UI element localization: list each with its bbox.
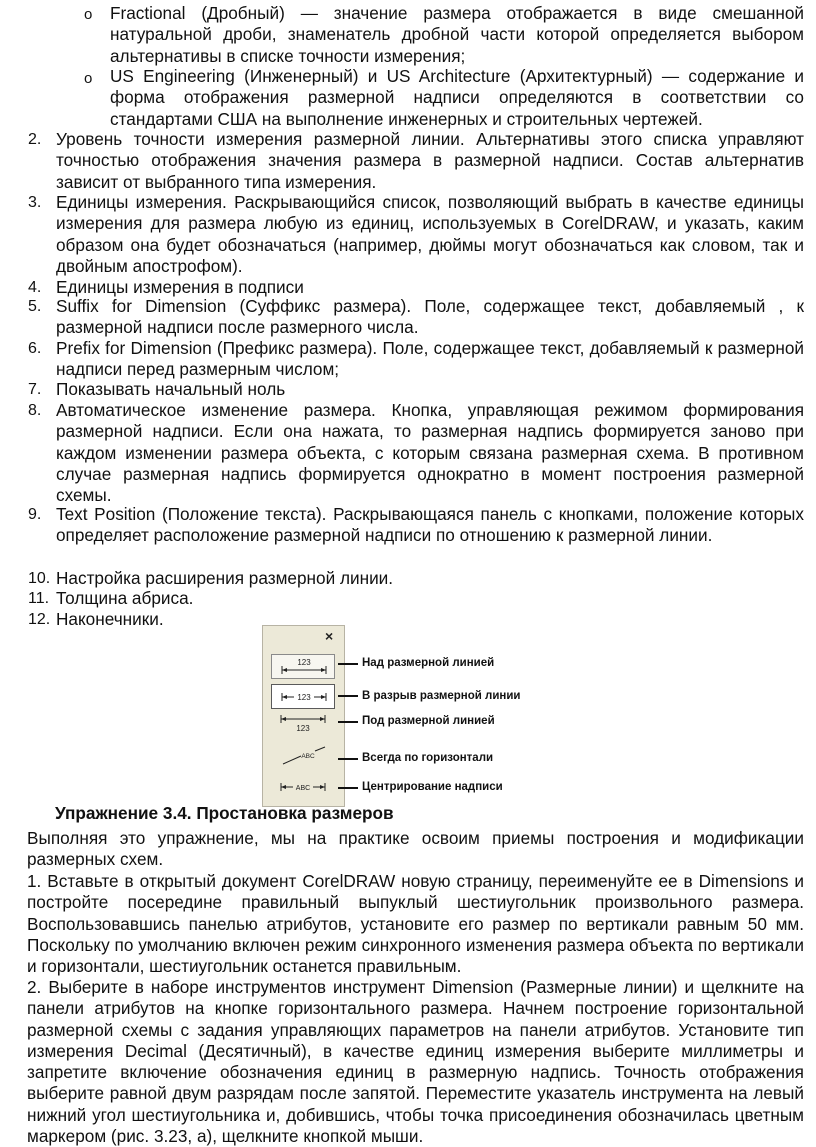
callout-line — [338, 695, 358, 697]
item-number: 5. — [28, 298, 42, 315]
list-item: Наконечники. — [56, 609, 164, 629]
item-number: 2. — [28, 131, 42, 148]
list-item: Prefix for Dimension (Префикс размера). Поле, содержащее текст, добавляемый к размерной надписи перед размерным числом; — [56, 338, 804, 380]
list-item: Настройка расширения размерной линии. — [56, 568, 394, 588]
callout-line — [338, 721, 358, 723]
callout-below-line: Под размерной линией — [362, 715, 495, 727]
list-item: Единицы измерения в подписи — [56, 277, 304, 297]
list-item: Уровень точности измерения размерной линии. Альтернативы этого списка управляют точностью отображения значения размера в размерной надписи. Состав альтернатив зависит от выбранного типа измерения. — [56, 129, 804, 192]
item-number: 8. — [28, 402, 42, 419]
item-number: 6. — [28, 340, 42, 357]
callout-always-horizontal: Всегда по горизонтали — [362, 752, 494, 764]
list-item: Показывать начальный ноль — [56, 379, 286, 399]
text-below-line-button[interactable] — [271, 712, 335, 737]
list-item: Text Position (Положение текста). Раскрывающаяся панель с кнопками, положение которых определяет расположение размерной надписи по отношению к размерной линии. — [56, 504, 804, 546]
bullet-fractional: Fractional (Дробный) — значение размера отображается в виде смешанной натуральной дроби, знаменатель дробной части которой определяется выбором альтернативы в списке точности измерения; — [110, 3, 804, 66]
exercise-step-2: 2. Выберите в наборе инструментов инструмент Dimension (Размерные линии) и щелкните на панели атрибутов на кнопке горизонтального размера. Начнем построение горизонтальной размерной схемы с задания управляющих параметров на панели атрибутов. Установите тип измерения Decimal (Десятичный), в качестве единиц измерения выберите миллиметры и запретите включение обозначения единиц в размерную надпись. Точность отображения выберите равной двум разрядам после запятой. Переместите указатель инструмента на левый нижний угол шестиугольника и, добившись, чтобы точка присоединения обозначилась цветным маркером (рис. 3.23, а), щелкните кнопкой мыши. — [27, 977, 804, 1147]
list-item: Единицы измерения. Раскрывающийся список, позволяющий выбрать в качестве единицы измерения для размера любую из единиц, используемых в CorelDRAW, и указать, каким образом она будет обозначаться (например, дюймы могут обозначаться как словом, так и двойным апострофом). — [56, 192, 804, 276]
item-number: 3. — [28, 194, 42, 211]
bullet-marker: o — [84, 6, 93, 23]
button-value-text: 123 — [296, 724, 310, 733]
item-number: 9. — [28, 506, 42, 523]
bullet-marker: o — [84, 70, 93, 87]
rotated-text: ABC — [301, 753, 315, 760]
callout-line — [338, 758, 358, 760]
bullet-us-engineering: US Engineering (Инженерный) и US Architecture (Архитектурный) — содержание и форма отображения размерной надписи определяются в соответствии со стандартами США на выполнение инженерных и строительных чертежей. — [110, 66, 804, 129]
item-number: 7. — [28, 381, 42, 398]
exercise-title: Упражнение 3.4. Простановка размеров — [55, 803, 394, 823]
item-number: 10. — [28, 570, 51, 587]
list-item: Suffix for Dimension (Суффикс размера). Поле, содержащее текст, добавляемый , к размерной надписи после размерного числа. — [56, 296, 804, 338]
list-item: Автоматическое изменение размера. Кнопка, управляющая режимом формирования размерной надписи. Если она нажата, то размерная надпись формируется заново при каждом изменении размера объекта, с которым связана размерная схема. В противном случае размерная надпись формируется однократно в момент построения размерной схемы. — [56, 400, 804, 506]
button-value-text: 123 — [297, 693, 311, 702]
text-position-figure — [262, 625, 550, 807]
text-position-docker — [262, 625, 345, 807]
text-always-horizontal-button[interactable] — [271, 744, 335, 769]
exercise-step-1: 1. Вставьте в открытый документ CorelDRAW новую страницу, переименуйте ее в Dimensions и постройте посередине правильный выпуклый шестиугольник произвольного размера. Воспользовавшись панелью атрибутов, установите его размер по вертикали равным 50 мм. Поскольку по умолчанию включен режим синхронного изменения размера объекта по вертикали и горизонтали, шестиугольник останется правильным. — [27, 871, 804, 977]
item-number: 4. — [28, 279, 42, 296]
callout-center: Центрирование надписи — [362, 781, 503, 793]
text-center-button[interactable] — [271, 775, 335, 800]
close-icon[interactable]: × — [325, 628, 334, 644]
item-number: 11. — [28, 590, 50, 607]
callout-line — [338, 663, 358, 665]
item-number: 12. — [28, 611, 51, 628]
list-item: Толщина абриса. — [56, 588, 194, 608]
text-in-line-button[interactable] — [271, 684, 335, 709]
text-above-line-button[interactable] — [271, 654, 335, 679]
callout-line — [338, 787, 358, 789]
exercise-intro: Выполняя это упражнение, мы на практике освоим приемы построения и модификации размерных схем. — [27, 828, 804, 870]
button-value-text: 123 — [297, 658, 311, 667]
button-text: ABC — [295, 785, 311, 792]
callout-above-line: Над размерной линией — [362, 657, 495, 669]
callout-in-line: В разрыв размерной линии — [362, 690, 521, 702]
